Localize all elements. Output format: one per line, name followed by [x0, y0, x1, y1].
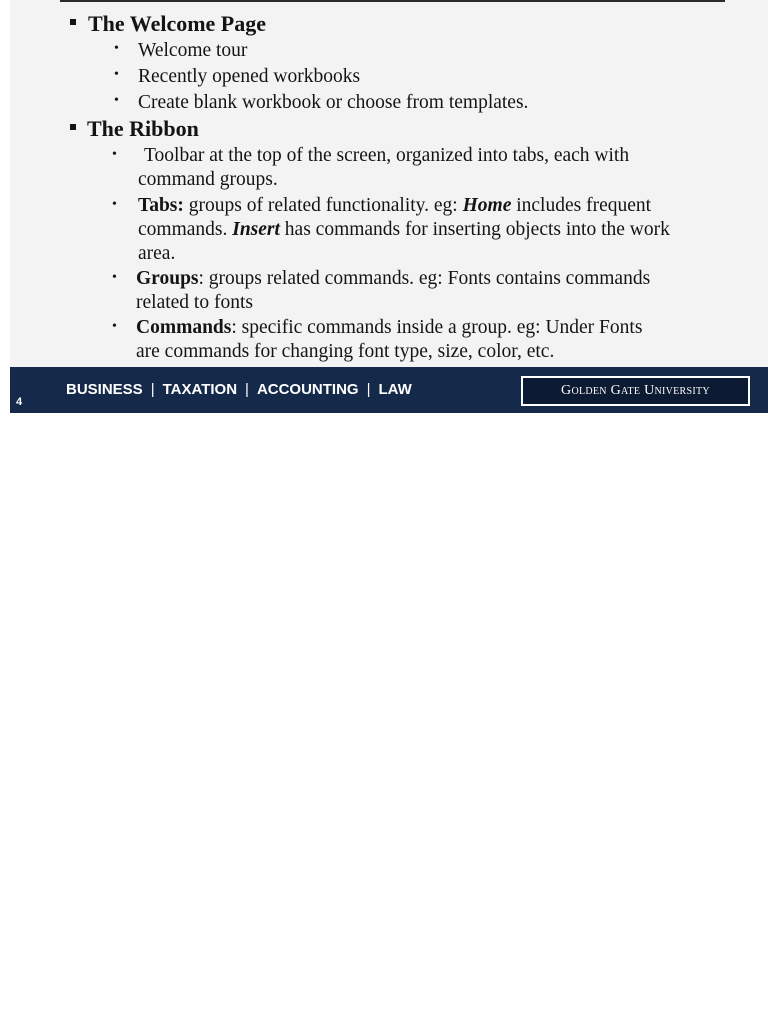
list-item-text: groups of related functionality. eg: — [183, 195, 463, 216]
list-item-text: : specific commands inside a group. eg: Under Fonts — [231, 317, 643, 338]
list-item-tabs-line2 — [138, 220, 670, 240]
bullet-icon: • — [114, 93, 119, 108]
university-logo-text: Golden Gate University — [561, 383, 710, 398]
footer-separator: | — [150, 381, 155, 398]
slide-number: 4 — [16, 396, 23, 408]
list-item: Recently opened workbooks — [138, 66, 361, 87]
footer-nav-taxation: TAXATION — [162, 381, 238, 398]
footer-nav-accounting: ACCOUNTING — [256, 381, 359, 398]
list-item-groups — [136, 269, 650, 289]
footer-separator: | — [245, 381, 249, 398]
slide-footer — [10, 367, 768, 413]
term-groups: Groups — [136, 268, 199, 289]
term-tabs: Tabs: — [138, 195, 184, 216]
list-item-line: Toolbar at the top of the screen, organized into tabs, each with — [144, 145, 630, 166]
footer-nav — [66, 381, 412, 398]
list-item-line: related to fonts — [136, 292, 253, 313]
bullet-icon: • — [114, 41, 119, 56]
list-item-commands — [136, 318, 642, 338]
list-item-text: includes frequent — [511, 195, 652, 216]
list-item: Create blank workbook or choose from templates. — [138, 92, 529, 113]
footer-separator: | — [366, 381, 371, 398]
bullet-icon: • — [112, 147, 117, 162]
slide — [10, 0, 768, 413]
list-item-line: area. — [138, 243, 176, 264]
list-item: Welcome tour — [138, 40, 248, 61]
emphasis-insert: Insert — [232, 219, 280, 240]
emphasis-home: Home — [462, 195, 512, 216]
square-bullet-icon — [70, 19, 76, 25]
section-heading-ribbon: The Ribbon — [87, 116, 199, 141]
section-heading-welcome: The Welcome Page — [88, 11, 266, 36]
footer-nav-business: BUSINESS — [66, 381, 143, 398]
list-item-text: commands. — [138, 219, 233, 240]
bullet-icon: • — [112, 270, 117, 285]
list-item-text: : groups related commands. eg: Fonts contains commands — [198, 268, 651, 289]
bullet-icon: • — [114, 67, 119, 82]
university-logo — [521, 376, 750, 406]
bullet-icon: • — [112, 319, 117, 334]
footer-nav-law: LAW — [378, 381, 412, 398]
bullet-icon: • — [112, 197, 117, 212]
list-item-line: command groups. — [138, 169, 278, 190]
square-bullet-icon — [70, 124, 76, 130]
list-item-tabs — [138, 196, 651, 216]
slide-content — [10, 0, 768, 367]
list-item-text: has commands for inserting objects into the work — [279, 219, 670, 240]
term-commands: Commands — [136, 317, 232, 338]
list-item-line: are commands for changing font type, size, color, etc. — [136, 341, 555, 362]
